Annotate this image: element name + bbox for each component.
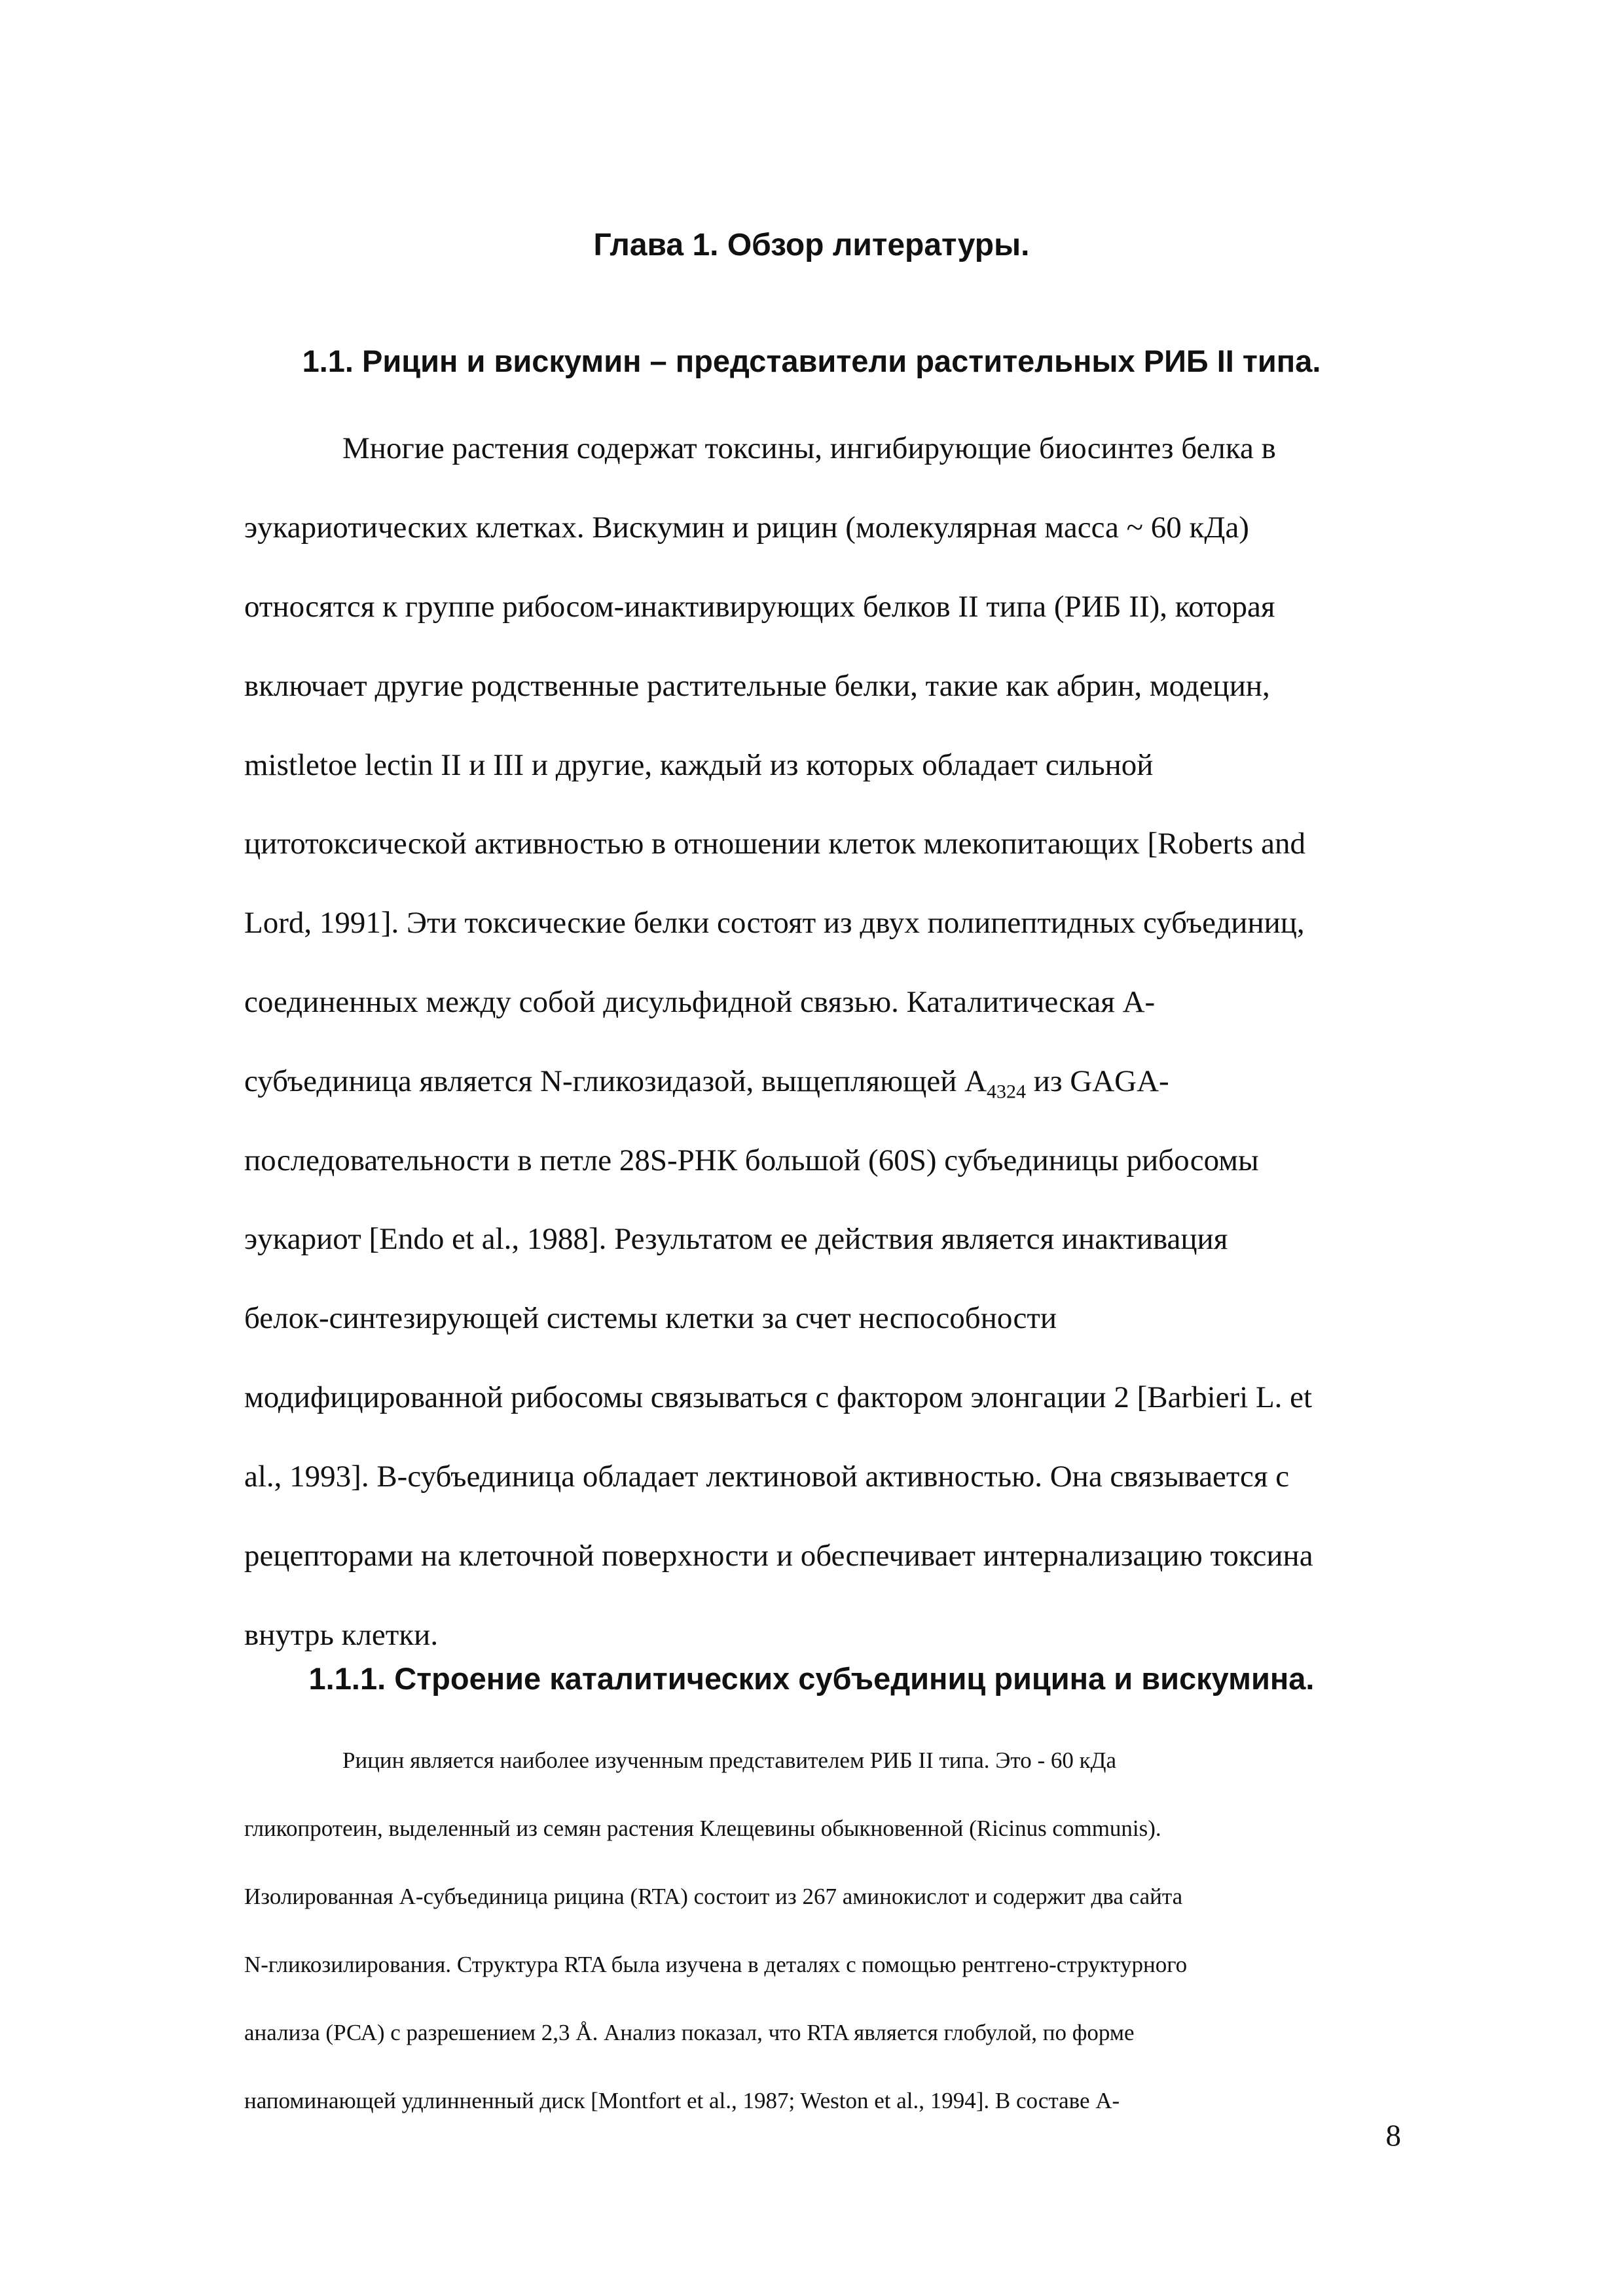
text-line: цитотоксической активностью в отношении клеток млекопитающих [Roberts and <box>244 827 1305 861</box>
text-line: Lord, 1991]. Эти токсические белки состоят из двух полипептидных субъединиц, <box>244 906 1305 940</box>
text-line: напоминающей удлинненный диск [Montfort et al., 1987; Weston et al., 1994]. В составе А- <box>244 2088 1120 2113</box>
text-line: белок-синтезирующей системы клетки за счет неспособности <box>244 1301 1057 1335</box>
text-line: al., 1993]. В-субъединица обладает лектиновой активностью. Она связывается с <box>244 1460 1290 1494</box>
text-line: Изолированная А-субъединица рицина (RTA) состоит из 267 аминокислот и содержит два сайта <box>244 1884 1183 1909</box>
section-heading: 1.1. Рицин и вискумин – представители растительных РИБ II типа. <box>302 344 1321 378</box>
text-line: включает другие родственные растительные белки, такие как абрин, модецин, <box>244 669 1270 703</box>
text-line: Рицин является наиболее изученным представителем РИБ II типа. Это - 60 кДа <box>342 1748 1117 1773</box>
chapter-heading: Глава 1. Обзор литературы. <box>593 228 1030 262</box>
subsection-heading: 1.1.1. Строение каталитических субъединиц рицина и вискумина. <box>308 1661 1315 1696</box>
text-line: внутрь клетки. <box>244 1618 439 1652</box>
page-number: 8 <box>1385 2119 1401 2153</box>
subscript-position: 4324 <box>987 1081 1027 1103</box>
text-segment: из GAGA- <box>1026 1064 1169 1098</box>
text-line: N-гликозилирования. Структура RTA была изучена в деталях с помощью рентгено-структурного <box>244 1952 1188 1977</box>
text-line: эукариотических клетках. Вискумин и рицин (молекулярная масса ~ 60 кДа) <box>244 511 1249 545</box>
text-line: последовательности в петле 28S-РНК большой (60S) субъединицы рибосомы <box>244 1143 1259 1177</box>
text-line: относятся к группе рибосом-инактивирующих белков II типа (РИБ II), которая <box>244 590 1275 624</box>
text-line: соединенных между собой дисульфидной связью. Каталитическая А- <box>244 985 1156 1019</box>
text-line: mistletoe lectin II и III и другие, каждый из которых обладает сильной <box>244 748 1154 782</box>
text-line: модифицированной рибосомы связываться с фактором элонгации 2 [Barbieri L. et <box>244 1380 1313 1414</box>
text-line: анализа (РСА) с разрешением 2,3 Å. Анализ показал, что RTA является глобулой, по форме <box>244 2020 1135 2045</box>
text-line: рецепторами на клеточной поверхности и обеспечивает интернализацию токсина <box>244 1539 1313 1573</box>
text-line-subunit <box>244 1062 1169 1111</box>
text-line: эукариот [Endo et al., 1988]. Результатом ее действия является инактивация <box>244 1222 1228 1256</box>
text-line: Многие растения содержат токсины, ингибирующие биосинтез белка в <box>342 431 1276 465</box>
text-line: гликопротеин, выделенный из семян растения Клещевины обыкновенной (Ricinus communis). <box>244 1816 1161 1841</box>
text-segment: субъединица является N-гликозидазой, выщепляющей А <box>244 1064 987 1098</box>
